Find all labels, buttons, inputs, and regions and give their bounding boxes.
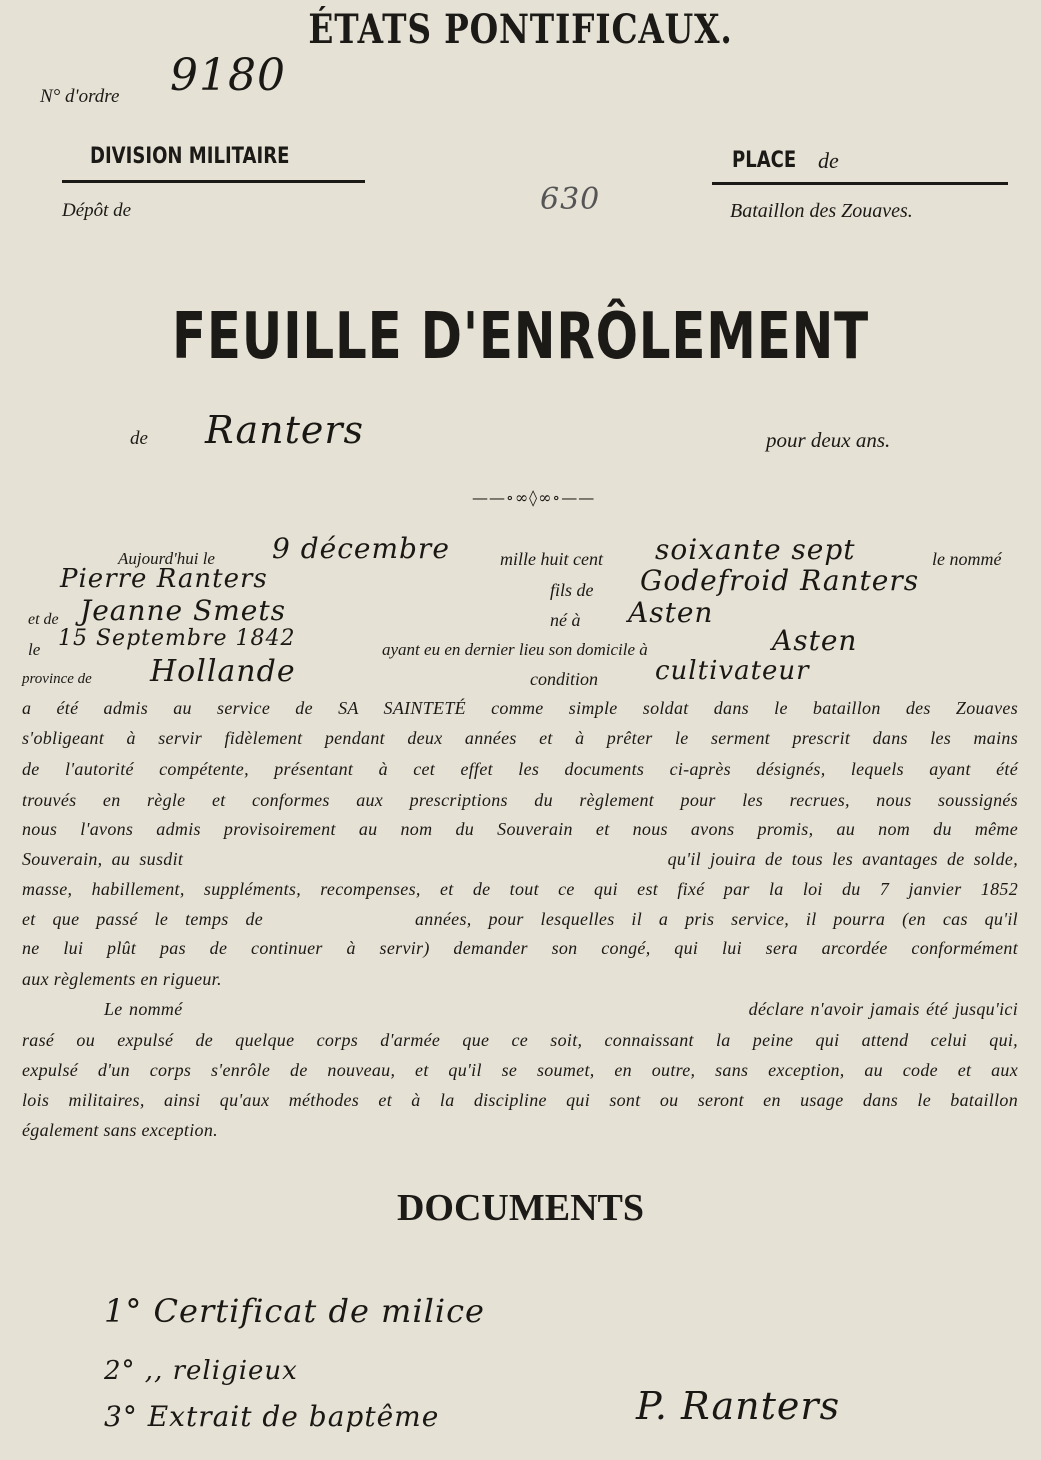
bataillon-label: Bataillon des Zouaves. [730,200,913,222]
depot-label: Dépôt de [62,200,132,221]
today-label: Aujourd'hui le [118,549,215,568]
documents-title: DOCUMENTS [396,1187,645,1229]
division-label: DIVISION MILITAIRE [90,144,290,169]
year-words: soixante sept [655,533,856,566]
order-number: 9180 [170,50,286,101]
son-of-label: fils de [550,580,594,600]
document-item-2: 2° ,, religieux [104,1356,298,1386]
body2-line-4: lois militaires, ainsi qu'aux méthodes et à la discipline qui sont ou seront en usage dans le bataillon [22,1090,1018,1110]
condition: cultivateur [655,656,810,686]
domicile: Asten [772,624,858,657]
place-de: de [818,148,839,173]
depot-mark: 630 [540,182,601,217]
body-line-1: a été admis au service de SA SAINTETÉ comme simple soldat dans le bataillon des Zouaves [22,698,1018,718]
header-title: ÉTATS PONTIFICAUX. [308,6,733,53]
subject-surname: Ranters [205,408,365,452]
ornament-divider: ——∘∞◊∞∘—— [472,488,596,507]
main-title: FEUILLE D'ENRÔLEMENT [171,300,870,374]
body2-line-2: rasé ou expulsé de quelque corps d'armée que ce soit, connaissant la peine qui attend celui qui, [22,1030,1018,1050]
body-line-8: et que passé le temps de années, pour lesquelles il a pris service, il pourra (en cas qu'il [22,909,1018,929]
condition-label: condition [530,669,598,689]
year-prefix-label: mille huit cent [500,549,603,569]
birthdate: 15 Septembre 1842 [58,626,296,651]
body-line-10: aux règlements en rigueur. [22,969,222,989]
subject-term: pour deux ans. [766,428,891,452]
body2-line-3: expulsé d'un corps s'enrôle de nouveau, et qu'il se soumet, en outre, sans exception, au code et aux [22,1060,1018,1080]
body-line-4: trouvés en règle et conformes aux prescriptions du règlement pour les recrues, nous soussignés [22,790,1018,810]
subject-de-label: de [130,428,148,449]
document-item-3: 3° Extrait de baptême [104,1400,440,1433]
document-item-1: 1° Certificat de milice [104,1292,485,1330]
order-label: N° d'ordre [40,86,120,107]
province: Hollande [150,654,296,689]
body-line-2: s'obligeant à servir fidèlement pendant deux années et à prêter le serment prescrit dans les mains [22,728,1018,748]
place-rule [712,182,1008,185]
date-day-month: 9 décembre [272,532,450,565]
body-line-6: Souverain, au susdit qu'il jouira de tous les avantages de solde, [22,849,1018,869]
mother-name: Jeanne Smets [80,594,286,627]
father-name: Godefroid Ranters [640,564,920,597]
body-line-5: nous l'avons admis provisoirement au nom du Souverain et nous avons promis, au nom du même [22,819,1018,839]
domicile-label: ayant eu en dernier lieu son domicile à [382,640,648,659]
given-name: Pierre Ranters [60,564,268,594]
mother-label: et de [28,611,59,628]
body2-line-1: Le nommé déclare n'avoir jamais été jusqu'ici [104,999,1018,1019]
place-label: PLACE [732,148,797,173]
body-line-9: ne lui plût pas de continuer à servir) demander son congé, qui lui sera arcordée conformément [22,938,1018,958]
born-at-label: né à [550,610,581,630]
body-line-7: masse, habillement, suppléments, recompenses, et de tout ce qui est fixé par la loi du 7 janvier 1852 [22,879,1018,899]
division-rule [62,180,365,183]
named-label: le nommé [932,549,1002,569]
signature: P. Ranters [636,1384,841,1428]
body-line-3: de l'autorité compétente, présentant à cet effet les documents ci-après désignés, lequels ayant été [22,759,1018,779]
province-label: province de [22,671,92,687]
birthdate-label: le [28,640,41,659]
body2-line-5: également sans exception. [22,1120,218,1140]
birthplace: Asten [628,596,714,629]
